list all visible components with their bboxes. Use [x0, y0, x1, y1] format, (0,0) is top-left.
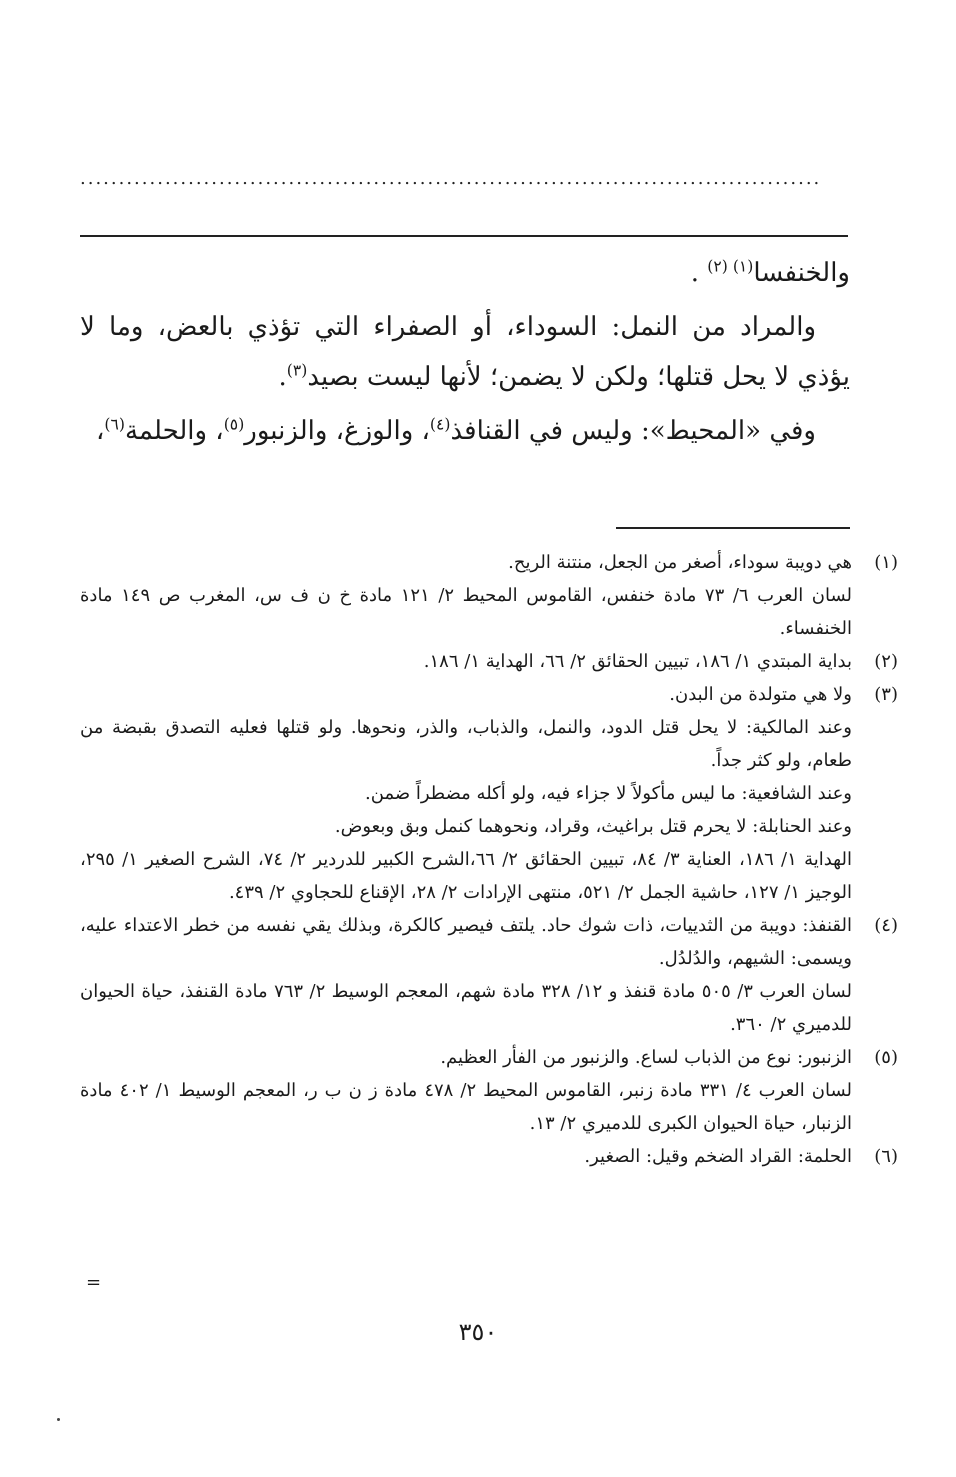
footnote-2: [80, 645, 898, 678]
footnote-number: (١): [874, 552, 898, 573]
footnote-line: ولا هي متولدة من البدن.: [669, 684, 852, 705]
page-number: ٣٥٠: [458, 1318, 498, 1346]
footnote-number: (٥): [874, 1047, 898, 1068]
footnote-ref[interactable]: (٤): [429, 415, 451, 434]
footnote-line: وعند الحنابلة: لا يحرم قتل براغيث، وقراد، ونحوهما كنمل وبق وبعوض.: [334, 816, 852, 837]
main-paragraph-1: والخنفسا$^{(١) (٢)}$ .: [690, 257, 850, 288]
footnote-line: لسان العرب ٣/ ٥٠٥ مادة قنفذ و ١٢/ ٣٢٨ مادة شهم، المعجم الوسيط ٢/ ٧٦٣ مادة القنفذ، حياة الحيوان للدميري ٢/ ٣٦٠.: [80, 981, 853, 1035]
scan-speck: [57, 1418, 60, 1421]
footnote-number: (٣): [874, 684, 898, 705]
footnote-line: وعند المالكية: لا يحل قتل الدود، والنمل، والذباب، والذر، ونحوها. ولو قتلها فعليه التصدق بقبضة من طعام، ولو كثر جداً.: [80, 717, 852, 771]
footnote-6: [80, 1140, 898, 1173]
footnote-rule: [616, 527, 850, 529]
footnote-line: وعند الشافعية: ما ليس مأكولاً لا جزاء فيه، ولو أكله مضطراً ضمن.: [365, 783, 852, 804]
footnote-ref[interactable]: (٦): [104, 415, 125, 434]
continuation-mark: =: [86, 1272, 102, 1293]
footnotes: [80, 546, 898, 1173]
footnote-line: لسان العرب ٤/ ٣٣١ مادة زنبر، القاموس المحيط ٢/ ٤٧٨ مادة ز ن ب ر، المعجم الوسيط ١/ ٤٠٢ مادة الزنبار، حياة الحيوان الكبرى للدميري ٢/ ١٣.: [80, 1080, 853, 1134]
footnote-number: (٤): [874, 915, 898, 936]
main-paragraph-2: والمراد من النمل: السوداء، أو الصفراء التي تؤذي بالعض، وما لا يؤذي لا يحل قتلها؛ ولكن لا يضمن؛ لأنها ليست بصيد$^{(٣)}$.: [80, 312, 850, 392]
footnote-number: (٢): [874, 651, 898, 672]
top-rule: [80, 235, 848, 237]
main-paragraph-3: وفي «المحيط»: وليس في القنافذ$^{(٤)}$، والوزغ، والزنبور$^{(٥)}$، والحلمة$^{(٦)}$،: [96, 415, 816, 446]
footnote-5: [80, 1041, 898, 1140]
footnote-line: هي دويبة سوداء، أصغر من الجعل، منتنة الريح.: [508, 552, 852, 573]
footnote-3: [80, 678, 898, 909]
footnote-line: بداية المبتدي ١/ ١٨٦، تبيين الحقائق ٢/ ٦٦، الهداية ١/ ١٨٦.: [423, 651, 852, 672]
footnote-line: القنفذ: دويبة من الثدييات، ذات شوك حاد. يلتف فيصير كالكرة، وبذلك يقي نفسه من خطر الاعتداء عليه، ويسمى: الشيهم، والدُلدُل.: [80, 915, 852, 969]
footnote-number: (٦): [874, 1146, 898, 1167]
main-text: [80, 248, 850, 456]
footnote-ref[interactable]: (٣): [286, 361, 308, 380]
dotted-separator: ................................................................................................: [80, 172, 822, 186]
footnote-line: الهداية ١/ ١٨٦، العناية ٣/ ٨٤، تبيين الحقائق ٢/ ٦٦،الشرح الكبير للدردير ٢/ ٧٤، الشرح الصغير ١/ ٢٩٥، الوجيز ١/ ١٢٧، حاشية الجمل ٢/ ٥٢١، منتهى الإرادات ٢/ ٢٨، الإقناع للحجاوي ٢/ ٤٣٩.: [80, 849, 852, 903]
footnote-ref[interactable]: (١) (٢): [707, 257, 754, 276]
footnote-4: [80, 909, 898, 1041]
footnote-ref[interactable]: (٥): [223, 415, 245, 434]
footnote-line: الحلمة: القراد الضخم وقيل: الصغير.: [584, 1146, 852, 1167]
footnote-line: الزنبور: نوع من الذباب لساع. والزنبور من الفأر العظيم.: [440, 1047, 852, 1068]
footnote-1: [80, 546, 898, 645]
footnote-line: لسان العرب ٦/ ٧٣ مادة خنفس، القاموس المحيط ٢/ ١٢١ مادة خ ن ف س، المغرب ص ١٤٩ مادة الخنفساء.: [80, 585, 852, 639]
